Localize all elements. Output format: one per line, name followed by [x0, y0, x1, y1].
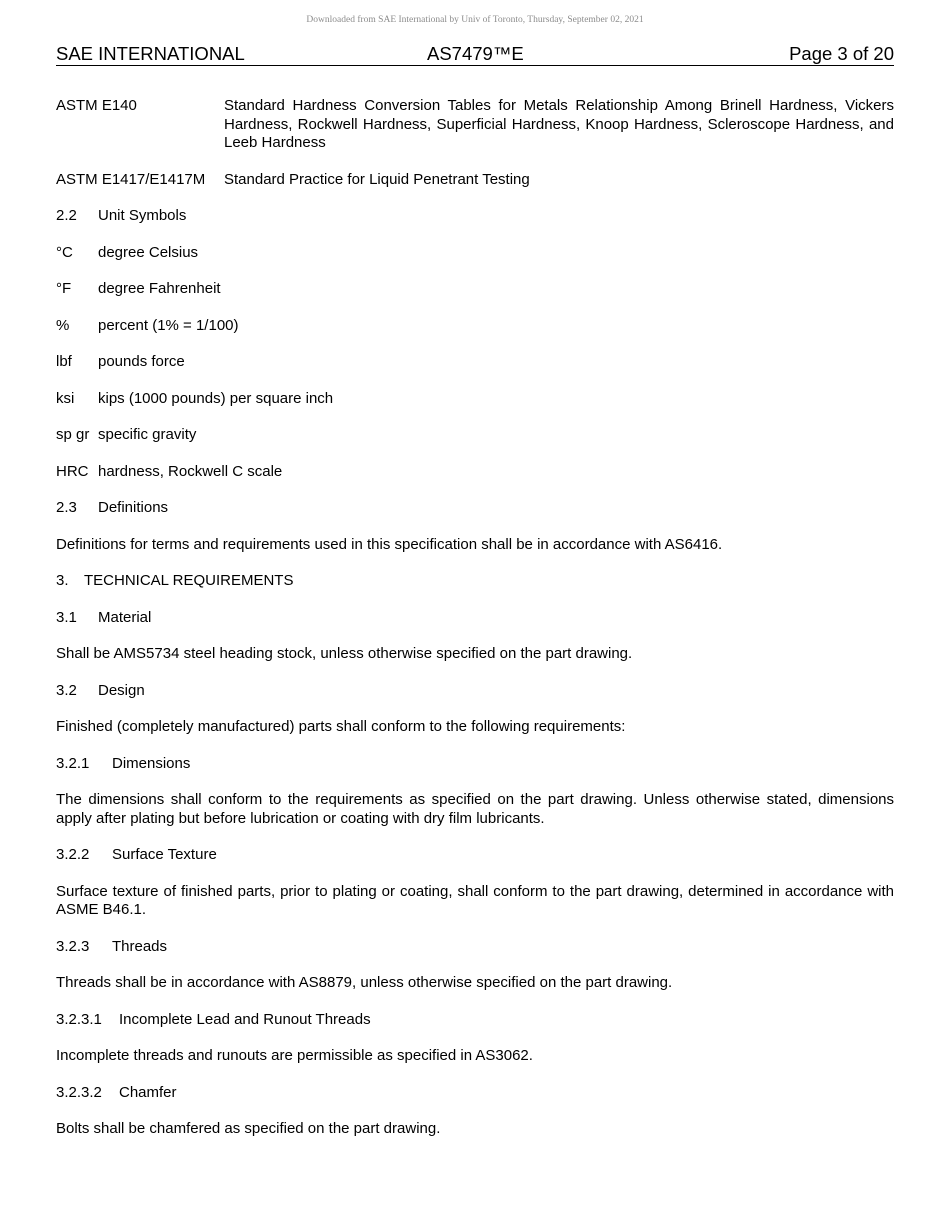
- section-heading-3-2-3-1: [56, 1011, 894, 1030]
- unit-symbol: %: [56, 316, 70, 334]
- reference-title: Standard Practice for Liquid Penetrant Testing: [224, 170, 530, 188]
- unit-description: degree Celsius: [98, 243, 199, 261]
- section-heading-3-1: [56, 609, 894, 628]
- section-heading-2-2: [56, 207, 894, 226]
- page-header: [56, 43, 894, 66]
- section-number: 3.2.3.2: [56, 1083, 102, 1101]
- header-organization: SAE INTERNATIONAL: [56, 43, 245, 64]
- section-number: 3.2.3.1: [56, 1010, 102, 1028]
- section-number: 3.2.2: [56, 846, 90, 863]
- unit-description: specific gravity: [98, 426, 197, 443]
- reference-title: Standard Hardness Conversion Tables for Metals Relationship Among Brinell Hardness, Vickers Hardness, Rockwell Hardness, Superficial Hardness, Knoop Hardness, Scleroscope Hardness, and Leeb Hardness: [224, 97, 894, 151]
- section-number: 2.2: [56, 207, 77, 224]
- section-heading-2-3: [56, 499, 894, 518]
- section-title: Chamfer: [119, 1083, 177, 1101]
- reference-code: ASTM E140: [56, 97, 137, 114]
- section-number: 2.3: [56, 499, 77, 516]
- reference-code: ASTM E1417/E1417M: [56, 170, 206, 188]
- unit-symbol: ksi: [56, 389, 75, 407]
- section-title: Surface Texture: [112, 846, 217, 863]
- unit-description: degree Fahrenheit: [98, 280, 221, 297]
- symbol-entry: [56, 353, 894, 372]
- symbol-entry: [56, 390, 894, 409]
- section-title: TECHNICAL REQUIREMENTS: [84, 572, 294, 589]
- section-paragraph: Threads shall be in accordance with AS8879, unless otherwise specified on the part drawing.: [56, 974, 673, 991]
- symbol-entry: [56, 426, 894, 445]
- section-heading-3-2-3-2: [56, 1084, 894, 1103]
- reference-entry: [56, 97, 894, 153]
- unit-description: hardness, Rockwell C scale: [98, 462, 283, 480]
- section-title: Dimensions: [112, 754, 191, 772]
- section-heading-3-2-3: [56, 938, 894, 957]
- section-title: Incomplete Lead and Runout Threads: [119, 1010, 371, 1028]
- section-number: 3.2.3: [56, 937, 90, 955]
- reference-entry: [56, 171, 894, 190]
- header-document-number: AS7479™E: [427, 43, 524, 64]
- section-heading-3-2-1: [56, 755, 894, 774]
- symbol-entry: [56, 244, 894, 263]
- symbol-entry: [56, 317, 894, 336]
- unit-description: percent (1% = 1/100): [98, 316, 239, 334]
- symbol-entry: [56, 280, 894, 299]
- unit-symbol: °C: [56, 243, 73, 261]
- unit-symbol: lbf: [56, 353, 72, 370]
- section-paragraph: Incomplete threads and runouts are permissible as specified in AS3062.: [56, 1047, 533, 1064]
- section-paragraph: Definitions for terms and requirements used in this specification shall be in accordance with AS6416.: [56, 535, 723, 553]
- section-number: 3.2: [56, 681, 77, 699]
- section-title: Threads: [112, 937, 168, 955]
- section-number: 3.2.1: [56, 754, 90, 772]
- section-paragraph: Bolts shall be chamfered as specified on the part drawing.: [56, 1120, 441, 1137]
- unit-description: pounds force: [98, 353, 185, 370]
- section-heading-3-2-2: [56, 846, 894, 865]
- unit-description: kips (1000 pounds) per square inch: [98, 389, 334, 407]
- unit-symbol: °F: [56, 280, 72, 297]
- section-paragraph: Surface texture of finished parts, prior to plating or coating, shall conform to the part drawing, determined in accordance with ASME B46.1.: [56, 882, 894, 918]
- section-title: Definitions: [98, 499, 169, 516]
- section-number: 3.1: [56, 608, 77, 626]
- section-paragraph: Finished (completely manufactured) parts shall conform to the following requirements:: [56, 718, 626, 735]
- symbol-entry: [56, 463, 894, 482]
- header-page-number: Page 3 of 20: [789, 43, 894, 64]
- section-number: 3.: [56, 572, 69, 589]
- section-title: Unit Symbols: [98, 207, 187, 224]
- section-paragraph: Shall be AMS5734 steel heading stock, unless otherwise specified on the part drawing.: [56, 645, 633, 662]
- section-title: Design: [98, 681, 145, 699]
- section-heading-3: [56, 572, 894, 591]
- download-watermark: Downloaded from SAE International by Univ of Toronto, Thursday, September 02, 2021: [306, 15, 644, 25]
- section-heading-3-2: [56, 682, 894, 701]
- unit-symbol: HRC: [56, 462, 89, 480]
- section-paragraph: The dimensions shall conform to the requirements as specified on the part drawing. Unless otherwise stated, dimensions apply after plating but before lubrication or coating with dry film lubricants.: [56, 791, 894, 827]
- document-body: [56, 97, 894, 1157]
- unit-symbol: sp gr: [56, 426, 90, 443]
- section-title: Material: [98, 608, 152, 626]
